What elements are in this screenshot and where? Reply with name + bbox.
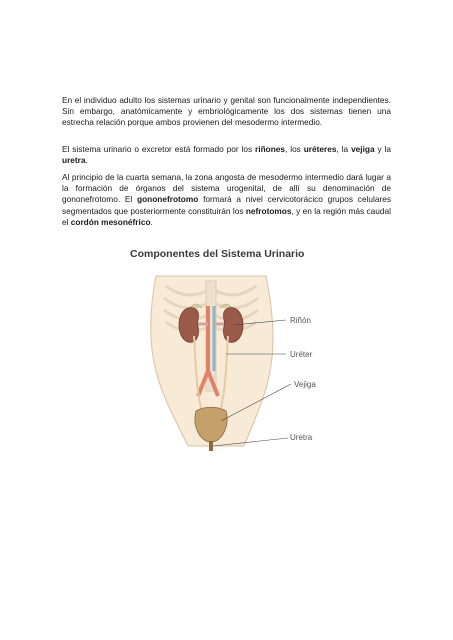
paragraph-embryology [62,172,391,228]
urinary-system-figure [126,246,336,456]
text-segment: El sistema urinario o excretor está formado por los [62,144,256,154]
bold-term-nefrotomos: nefrotomos [245,205,292,216]
paragraph-intro [62,95,391,129]
bold-term-gononefrotomo: gononefrotomo [137,194,199,205]
label-kidney: Riñón [290,316,311,325]
paragraph-intro-text: En el individuo adulto los sistemas urinario y genital son funcionalmente independientes. Sin embargo, anatómicamente y embriológicamente los dos sistemas tienen una estrecha relación porque ambos provienen del mesodermo intermedio. [62,95,391,128]
bold-term-cordon-mesonefrico: cordón mesonéfrico [70,216,151,227]
label-bladder: Vejiga [294,380,316,389]
bold-term-urethra: uretra [62,155,86,166]
text-segment: , y en la región más caudal el [62,205,391,227]
label-urethra: Uretra [290,433,313,442]
text-segment: Al principio de la cuarta semana, la zona angosta de mesodermo intermedio dará lugar a la formación de órganos del sistema urogenital, de allí su denominación de gononefrotomo. El [62,172,391,205]
text-segment: y la [374,144,392,154]
text-segment: , los [285,144,304,154]
text-segment: , la [336,144,352,154]
kidney-left [179,308,199,343]
bold-term-bladder: vejiga [351,144,375,154]
label-ureter: Uréter [290,350,313,359]
text-segment: . [85,155,88,166]
text-segment: . [150,216,153,227]
text-segment: formará a nivel cervicotorácico grupos celulares segmentados que posteriormente constituirán los [62,194,392,216]
urethra [209,441,213,451]
bold-term-kidneys: riñones [255,144,286,154]
kidney-right [223,308,243,343]
bold-term-ureters: uréteres [303,144,337,154]
figure-title: Componentes del Sistema Urinario [130,248,305,260]
paragraph-urinary-system [62,144,391,166]
